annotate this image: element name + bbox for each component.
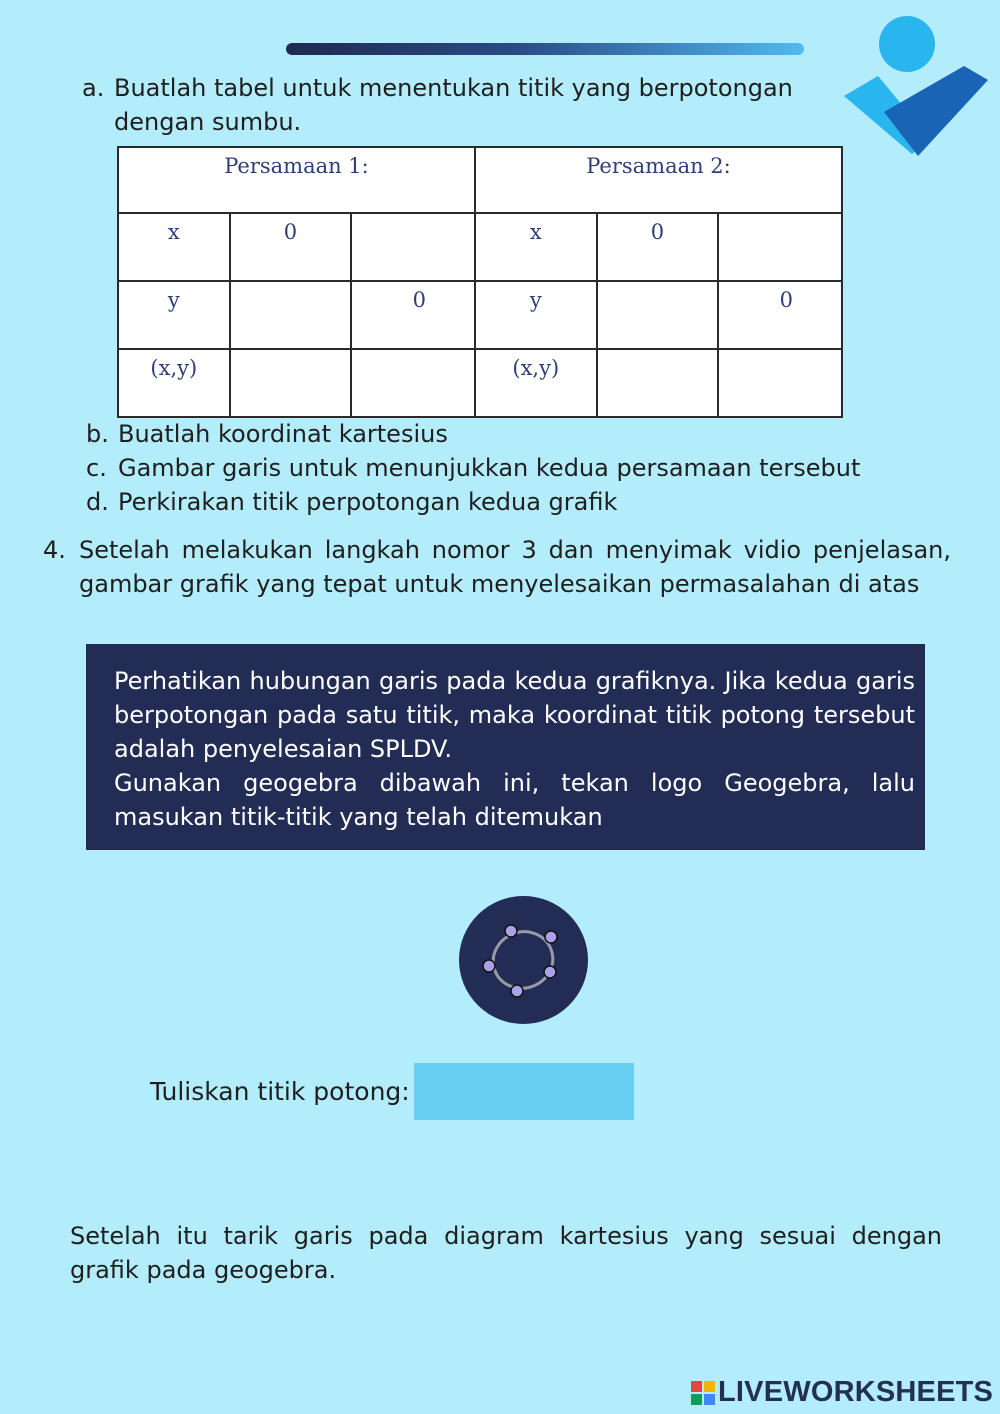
eq2-xy-blank-2 [718, 349, 842, 417]
step-b [86, 417, 448, 451]
step-a-letter: a. [82, 74, 105, 102]
hint-box [86, 644, 925, 850]
step-4-number: 4. [43, 536, 66, 564]
table-row-x [118, 213, 842, 281]
eq1-x-zero: 0 [230, 213, 352, 281]
eq1-y-blank [230, 281, 352, 349]
eq2-x-blank [718, 213, 842, 281]
eq1-y-label: y [118, 281, 230, 349]
intersection-table [117, 146, 843, 418]
step-b-letter: b. [86, 420, 109, 448]
geogebra-logo-icon [459, 896, 588, 1024]
step-a [82, 71, 802, 139]
eq1-xy-blank-1 [230, 349, 352, 417]
hint-paragraph-1: Perhatikan hubungan garis pada kedua grafiknya. Jika kedua garis berpotongan pada satu titik, maka koordinat titik potong tersebut adalah penyelesaian SPLDV. [114, 667, 915, 763]
eq1-y-zero: 0 [351, 281, 475, 349]
eq2-y-label: y [475, 281, 597, 349]
geogebra-button[interactable] [459, 896, 588, 1024]
step-c-text: Gambar garis untuk menunjukkan kedua persamaan tersebut [118, 454, 861, 482]
table-header-row [118, 147, 842, 213]
eq2-xy-blank-1 [597, 349, 719, 417]
step-d [86, 485, 617, 519]
hint-paragraph-2: Gunakan geogebra dibawah ini, tekan logo Geogebra, lalu masukan titik-titik yang telah ditemukan [114, 769, 915, 831]
eq1-xy-blank-2 [351, 349, 475, 417]
eq2-xy-label: (x,y) [475, 349, 597, 417]
eq2-x-zero: 0 [597, 213, 719, 281]
eq1-xy-label: (x,y) [118, 349, 230, 417]
liveworksheets-logo-icon [690, 1380, 716, 1406]
step-4 [43, 533, 951, 601]
eq1-x-blank [351, 213, 475, 281]
eq2-y-blank [597, 281, 719, 349]
step-d-letter: d. [86, 488, 109, 516]
step-b-text: Buatlah koordinat kartesius [118, 420, 448, 448]
liveworksheets-brand [690, 1376, 993, 1409]
step-c-letter: c. [86, 454, 107, 482]
eq2-x-label: x [475, 213, 597, 281]
table-row-y [118, 281, 842, 349]
final-instruction: Setelah itu tarik garis pada diagram kartesius yang sesuai dengan grafik pada geogebra. [70, 1222, 942, 1284]
eq1-x-label: x [118, 213, 230, 281]
intersection-point-input[interactable] [414, 1063, 634, 1120]
student-figure-logo-icon [840, 14, 992, 160]
brand-name: LIVEWORKSHEETS [718, 1376, 994, 1408]
step-a-text: Buatlah tabel untuk menentukan titik yang berpotongan dengan sumbu. [114, 74, 793, 136]
step-d-text: Perkirakan titik perpotongan kedua grafik [118, 488, 618, 516]
header-gradient-bar [286, 43, 804, 55]
step-c [86, 451, 860, 485]
equation-2-header: Persamaan 2: [475, 147, 842, 213]
step-4-text: Setelah melakukan langkah nomor 3 dan menyimak vidio penjelasan, gambar grafik yang tepat untuk menyelesaikan permasalahan di atas [79, 536, 951, 598]
table-row-xy [118, 349, 842, 417]
answer-label: Tuliskan titik potong: [150, 1077, 410, 1106]
equation-1-header: Persamaan 1: [118, 147, 475, 213]
eq2-y-zero: 0 [718, 281, 842, 349]
